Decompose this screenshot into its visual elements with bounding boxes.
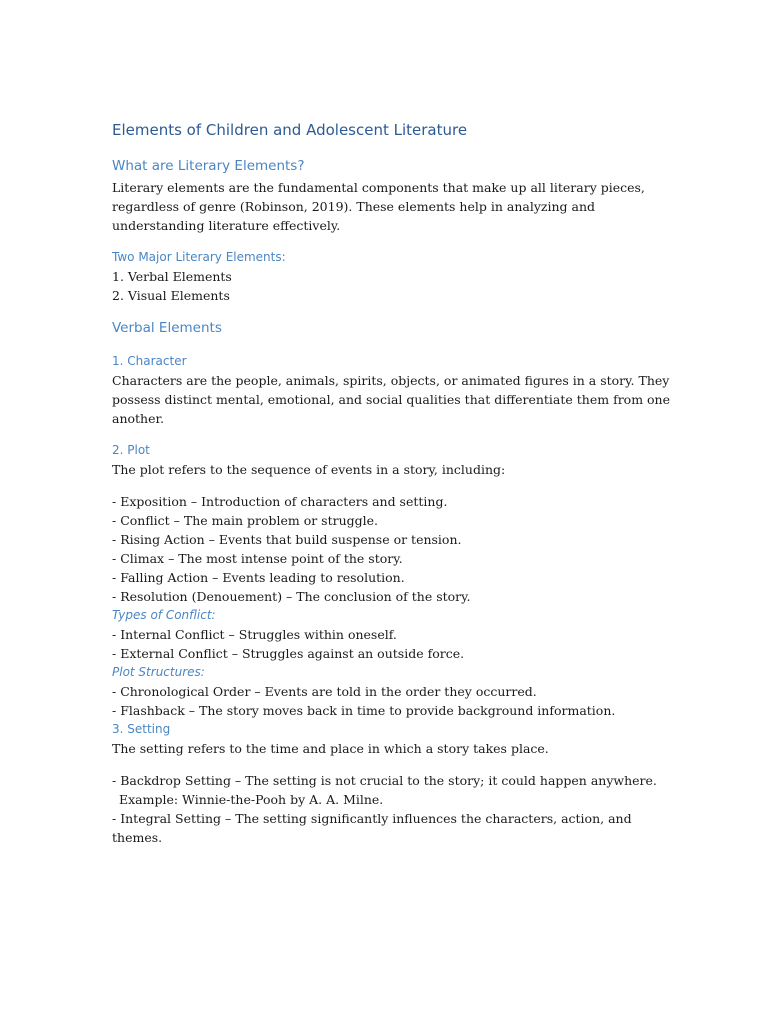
setting-heading: 3. Setting <box>112 722 171 736</box>
character-heading: 1. Character <box>112 354 187 368</box>
plot-heading: 2. Plot <box>112 443 150 457</box>
list-item: - Falling Action – Events leading to resolution. <box>112 570 405 585</box>
plot-structures-heading: Plot Structures: <box>112 665 205 679</box>
list-item: - Rising Action – Events that build suspense or tension. <box>112 532 462 547</box>
list-item: - Flashback – The story moves back in time to provide background information. <box>112 703 616 718</box>
list-item: - Resolution (Denouement) – The conclusion of the story. <box>112 589 471 604</box>
document-title: Elements of Children and Adolescent Literature <box>112 121 468 139</box>
list-item: - Exposition – Introduction of characters and setting. <box>112 494 448 509</box>
list-item: - Conflict – The main problem or struggle. <box>112 513 379 528</box>
backdrop-example: Example: Winnie-the-Pooh by A. A. Milne. <box>119 792 384 807</box>
what-paragraph: Literary elements are the fundamental components that make up all literary pieces, regardless of genre (Robinson, 2019). These elements help in analyzing and understanding literature effectively. <box>112 180 645 233</box>
document-page <box>112 120 672 847</box>
character-paragraph: Characters are the people, animals, spirits, objects, or animated figures in a story. They possess distinct mental, emotional, and social qualities that differentiate them from one another. <box>112 373 670 426</box>
plot-structures-list <box>112 682 672 720</box>
conflict-types-list <box>112 625 672 663</box>
two-major-list <box>112 267 672 305</box>
list-item: 2. Visual Elements <box>112 288 230 303</box>
plot-list <box>112 492 672 606</box>
backdrop-setting-item: - Backdrop Setting – The setting is not crucial to the story; it could happen anywhere. <box>112 773 657 788</box>
list-item: - Internal Conflict – Struggles within oneself. <box>112 627 397 642</box>
integral-setting-item: - Integral Setting – The setting significantly influences the characters, action, and themes. <box>112 811 632 845</box>
list-item: - External Conflict – Struggles against an outside force. <box>112 646 465 661</box>
plot-intro: The plot refers to the sequence of events in a story, including: <box>112 462 506 477</box>
conflict-types-heading: Types of Conflict: <box>112 608 216 622</box>
list-item: - Climax – The most intense point of the story. <box>112 551 403 566</box>
list-item: 1. Verbal Elements <box>112 269 232 284</box>
verbal-elements-heading: Verbal Elements <box>112 320 222 336</box>
what-heading: What are Literary Elements? <box>112 158 305 174</box>
two-major-heading: Two Major Literary Elements: <box>112 250 286 264</box>
list-item: - Chronological Order – Events are told in the order they occurred. <box>112 684 537 699</box>
setting-intro: The setting refers to the time and place in which a story takes place. <box>112 741 549 756</box>
